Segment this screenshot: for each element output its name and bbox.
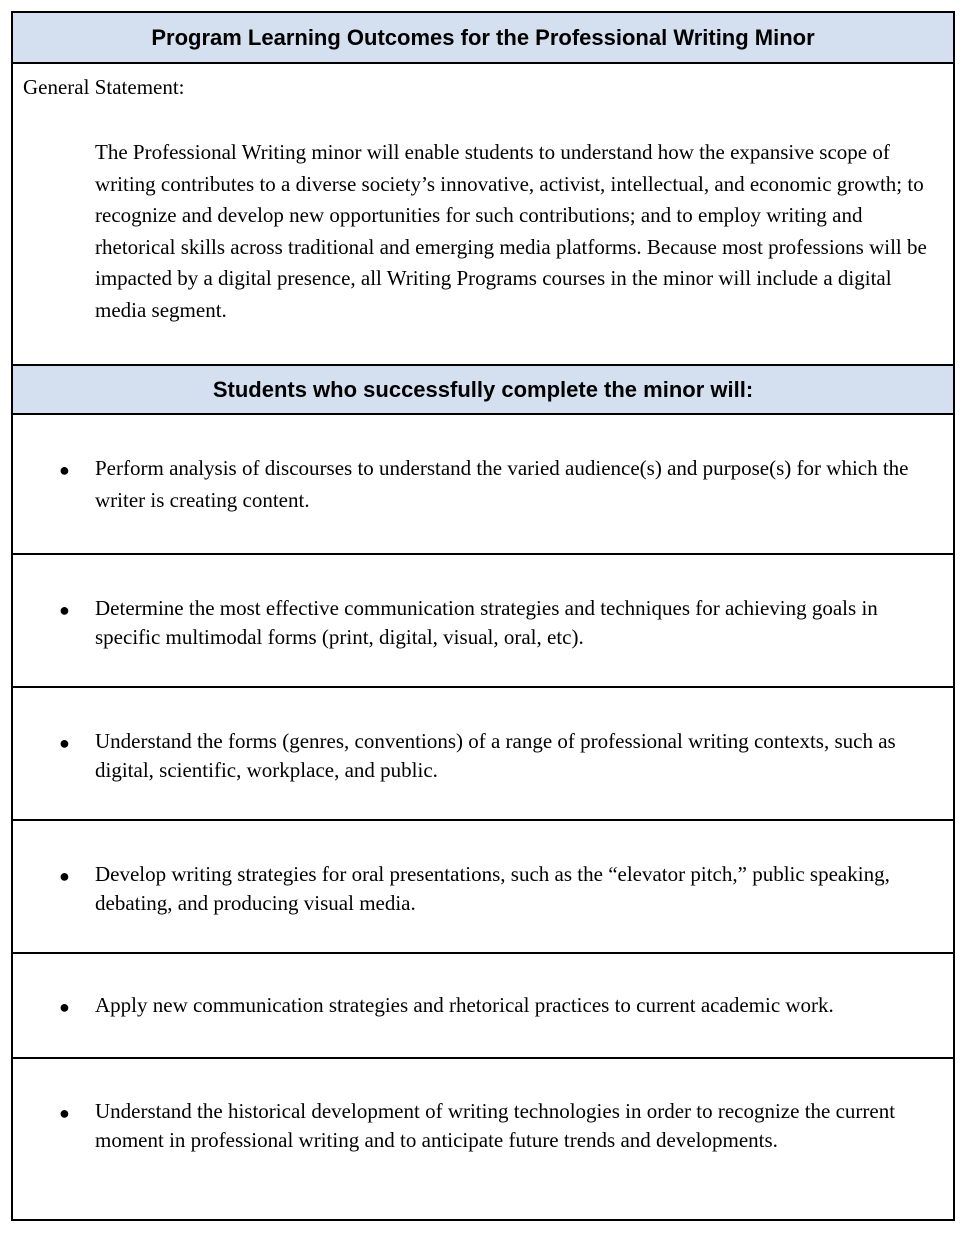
general-statement-body: The Professional Writing minor will enable students to understand how the expansive scope of writing contributes to a diverse society’s innovative, activist, intellectual, and economic growth; to recognize and develop new opportunities for such contributions; and to employ writing and rhetorical skills across traditional and emerging media platforms. Because most professions will be impacted by a digital presence, all Writing Programs courses in the minor will include a digital media segment. — [95, 140, 927, 322]
outcome-text: Develop writing strategies for oral presentations, such as the “elevator pitch,” public speaking, debating, and producing visual media. — [95, 862, 890, 915]
outcome-row — [13, 821, 953, 954]
bullet-icon: ● — [59, 733, 70, 753]
bullet-icon: ● — [59, 997, 70, 1017]
outcome-row — [13, 688, 953, 821]
bullet-icon: ● — [59, 866, 70, 886]
outcome-text: Apply new communication strategies and rhetorical practices to current academic work. — [95, 993, 834, 1017]
outcomes-heading: Students who successfully complete the minor will: — [13, 364, 953, 415]
outcome-text: Perform analysis of discourses to understand the varied audience(s) and purpose(s) for which the writer is creating content. — [95, 456, 909, 512]
outcome-row — [13, 555, 953, 688]
bullet-icon: ● — [59, 460, 70, 480]
table-title: Program Learning Outcomes for the Professional Writing Minor — [13, 13, 953, 64]
bullet-icon: ● — [59, 600, 70, 620]
outcome-row — [13, 415, 953, 555]
general-statement-cell — [13, 64, 953, 364]
outcome-row — [13, 1059, 953, 1219]
bullet-icon: ● — [59, 1103, 70, 1123]
outcome-row — [13, 954, 953, 1059]
outcome-text: Determine the most effective communication strategies and techniques for achieving goals in specific multimodal forms (print, digital, visual, oral, etc). — [95, 596, 878, 649]
outcome-text: Understand the forms (genres, conventions) of a range of professional writing contexts, such as digital, scientific, workplace, and public. — [95, 729, 896, 782]
general-statement-label: General Statement: — [23, 75, 185, 99]
outcome-text: Understand the historical development of writing technologies in order to recognize the current moment in professional writing and to anticipate future trends and developments. — [95, 1099, 896, 1152]
learning-outcomes-table — [11, 11, 955, 1221]
